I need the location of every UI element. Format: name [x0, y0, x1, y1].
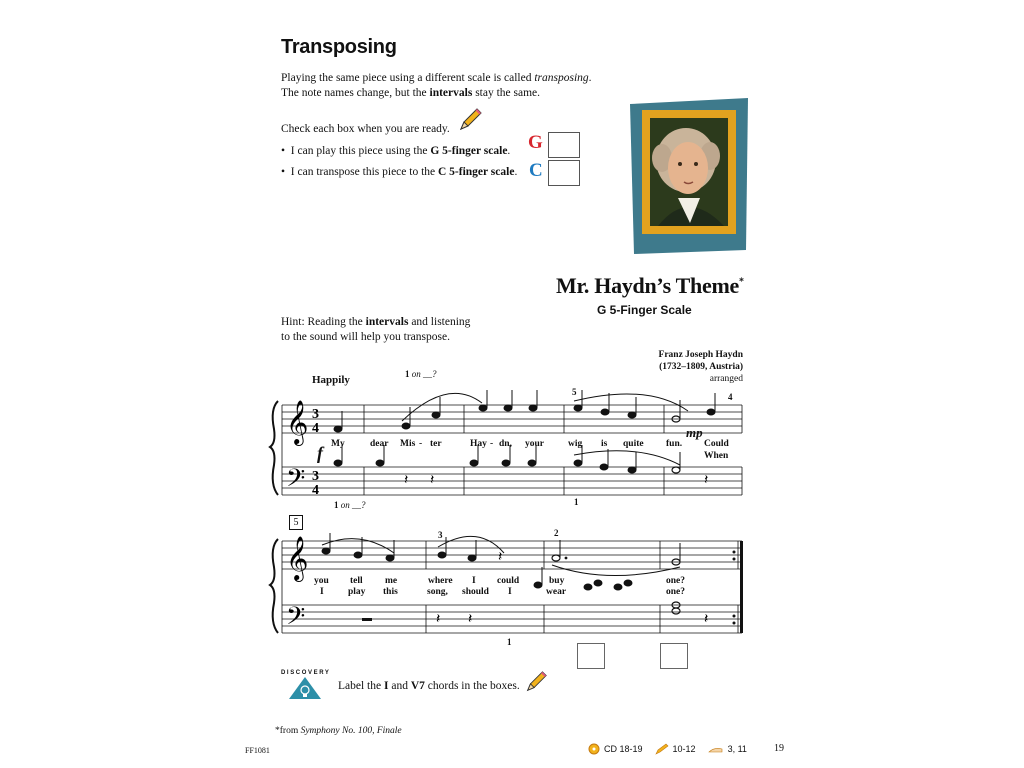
book-code: FF1081: [245, 746, 270, 755]
pencil-icon: [524, 670, 548, 694]
checklist-item-text: .: [514, 166, 518, 178]
lyric: ter: [430, 439, 442, 449]
bullet: •: [281, 145, 291, 157]
discovery-text: and: [388, 680, 411, 692]
measure-number: 5: [289, 515, 303, 530]
arranged-label: arranged: [709, 374, 743, 384]
lyric: where: [428, 576, 453, 586]
lyric: you: [314, 576, 329, 586]
lyric: -: [490, 439, 494, 449]
footer-references: [588, 743, 747, 755]
finger-4: 4: [728, 392, 733, 402]
lyric: dn,: [499, 439, 512, 449]
hint-part: and listening: [408, 316, 471, 328]
checklist-item-text: I can play this piece using the: [290, 145, 431, 157]
page-number: 19: [774, 743, 784, 754]
music-system-1: [268, 385, 748, 513]
lyric: quite: [623, 439, 644, 449]
footnote: [275, 726, 402, 736]
scale-letter-g: G: [528, 132, 543, 153]
theory-pages: 10-12: [672, 744, 696, 754]
scale-letter-c: C: [529, 160, 543, 181]
lyric: Hay: [470, 439, 487, 449]
lyric: I: [508, 587, 512, 597]
svg-text:𝄽: 𝄽: [468, 612, 473, 627]
discovery-badge: DISCOVERY: [281, 670, 331, 676]
svg-text:𝄽: 𝄽: [498, 550, 503, 565]
svg-text:𝄽: 𝄽: [704, 473, 709, 488]
lyric: My: [331, 439, 345, 449]
finger-hint-top: [405, 369, 437, 379]
discovery-text: chords in the boxes.: [424, 680, 520, 692]
treble-clef-icon: 𝄞: [286, 538, 309, 580]
cd-icon: [588, 743, 600, 755]
intro-text: Playing the same piece using a different scale is called: [281, 72, 535, 84]
discovery-text: Label the: [338, 680, 384, 692]
lyric: me: [385, 576, 398, 586]
finger-number: 1: [334, 500, 339, 510]
composer-credit: [659, 349, 743, 385]
checklist-item-text: .: [507, 145, 511, 157]
lyric: I: [320, 587, 324, 597]
finger-hint-bottom: [334, 500, 366, 510]
finger-2: 2: [554, 528, 559, 538]
checkbox-c-scale[interactable]: [548, 160, 580, 186]
lyric: one?: [666, 587, 685, 597]
finger-5: 5: [572, 387, 577, 397]
footnote-mark: *: [738, 276, 744, 288]
intro-text: The note names change, but the: [281, 87, 430, 99]
intro-bold: intervals: [429, 87, 473, 99]
lyric: Mis: [400, 439, 416, 449]
svg-text:3: 3: [312, 407, 319, 422]
hint-line2: to the sound will help you transpose.: [281, 331, 450, 343]
hint-bold: intervals: [365, 316, 409, 328]
chord-answer-box[interactable]: [577, 643, 605, 669]
pencil-icon: [457, 107, 483, 133]
checklist-prompt: [281, 122, 450, 137]
composer-name: Franz Joseph Haydn: [658, 350, 743, 360]
dynamic-mezzo-piano: mp: [686, 425, 703, 440]
lyric: play: [348, 587, 366, 597]
lyric: your: [525, 439, 544, 449]
piece-subtitle: G 5-Finger Scale: [597, 303, 692, 317]
finger-1-bass: 1: [507, 637, 512, 647]
lyric: -: [419, 439, 423, 449]
lyric: this: [383, 587, 398, 597]
piece-title-text: Mr. Haydn’s Theme: [556, 273, 739, 298]
lyric: buy: [549, 576, 565, 586]
checklist-item-scale: G 5-finger scale: [430, 145, 508, 157]
hand-icon: [708, 743, 724, 755]
treble-clef-icon: 𝄞: [286, 402, 309, 444]
intro-emphasis: transposing: [534, 72, 589, 84]
svg-text:4: 4: [312, 421, 319, 436]
bass-clef-icon: 𝄢: [286, 603, 306, 636]
bullet: •: [281, 166, 291, 178]
pencil-icon: [655, 743, 669, 755]
discovery-bold: I: [383, 680, 389, 692]
checklist-item-text: I can transpose this piece to the: [290, 166, 438, 178]
finger-number: 1: [405, 369, 410, 379]
intro-paragraph: [281, 71, 621, 101]
bass-clef-icon: 𝄢: [286, 465, 306, 498]
cd-tracks: CD 18-19: [604, 744, 643, 754]
checklist-item-scale: C 5-finger scale: [438, 166, 515, 178]
lyric: wig: [568, 439, 583, 449]
footnote-mark-text: *from: [275, 726, 301, 736]
lyric: I: [472, 576, 476, 586]
composer-dates: (1732–1809, Austria): [659, 362, 743, 372]
lyric: is: [601, 439, 608, 449]
finger-1-bass: 1: [574, 497, 579, 507]
lyric: dear: [370, 439, 389, 449]
svg-text:𝄽: 𝄽: [430, 473, 435, 488]
lyric: should: [462, 587, 489, 597]
section-title: Transposing: [281, 36, 397, 58]
chord-answer-box[interactable]: [660, 643, 688, 669]
lyric: one?: [666, 576, 685, 586]
discovery-instruction: [338, 679, 520, 694]
piece-title: [556, 273, 744, 299]
composer-portrait: [628, 98, 750, 254]
lyric: Could: [704, 439, 729, 449]
lyric: could: [497, 576, 520, 586]
intro-text: stay the same.: [472, 87, 541, 99]
lyric: fun.: [666, 439, 683, 449]
hint-part: Hint: Reading the: [281, 316, 366, 328]
svg-text:𝄽: 𝄽: [704, 612, 709, 627]
intro-text: .: [588, 72, 592, 84]
dynamic-forte: f: [317, 443, 323, 463]
hint-text: [281, 315, 470, 345]
lyric: When: [704, 451, 729, 461]
finger-3: 3: [438, 530, 443, 540]
on-question: on __?: [340, 500, 366, 510]
svg-text:4: 4: [312, 483, 319, 498]
discovery-bold: V7: [410, 680, 425, 692]
tempo-marking: Happily: [312, 374, 350, 386]
checklist-item: [281, 165, 517, 180]
lyric: tell: [350, 576, 363, 586]
lightbulb-icon: [288, 676, 322, 700]
lyric: song,: [427, 587, 448, 597]
technique-pages: 3, 11: [727, 744, 747, 754]
svg-text:3: 3: [312, 469, 319, 484]
checklist-prompt-text: Check each box when you are ready.: [281, 123, 450, 135]
checkbox-g-scale[interactable]: [548, 132, 580, 158]
svg-text:𝄽: 𝄽: [436, 612, 441, 627]
footnote-work: Symphony No. 100, Finale: [300, 726, 402, 736]
checklist-item: [281, 144, 510, 159]
svg-text:𝄽: 𝄽: [404, 473, 409, 488]
lyric: wear: [546, 587, 567, 597]
on-question: on __?: [411, 369, 437, 379]
